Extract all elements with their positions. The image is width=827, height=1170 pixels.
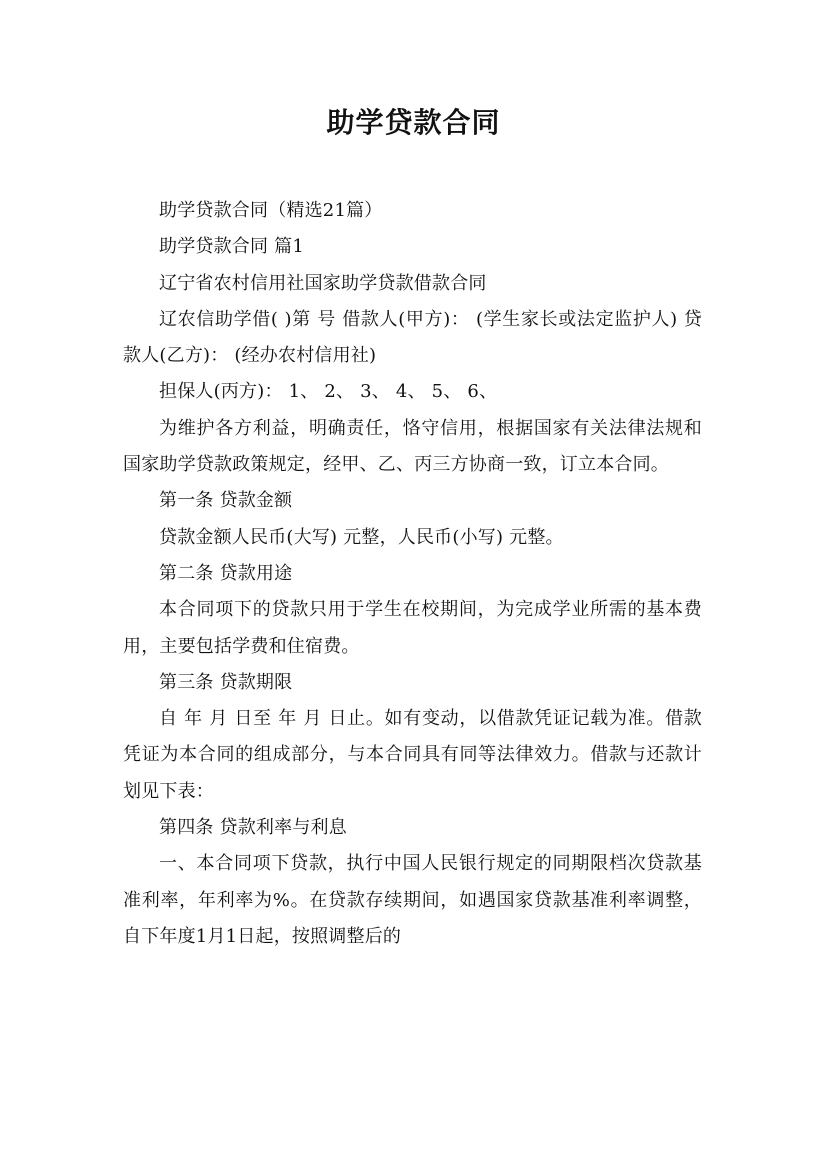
article-2-heading: 第二条 贷款用途 xyxy=(159,562,293,584)
article-4-heading: 第四条 贷款利率与利息 xyxy=(159,817,347,839)
article-1-body: 贷款金额人民币(大写) 元整，人民币(小写) 元整。 xyxy=(159,526,564,548)
article-1-heading: 第一条 贷款金额 xyxy=(159,490,293,512)
paragraph-section-heading: 助学贷款合同 篇1 xyxy=(159,236,304,258)
paragraph-parties: 辽农信助学借( )第 号 借款人(甲方)： (学生家长或法定监护人) 贷款人(乙方)： (经办农村信用社) xyxy=(123,308,702,367)
document-title: 助学贷款合同 xyxy=(326,106,501,139)
article-2-body: 本合同项下的贷款只用于学生在校期间，为完成学业所需的基本费用，主要包括学费和住宿费。 xyxy=(123,599,702,657)
paragraph-guarantors: 担保人(丙方)： 1、 2、 3、 4、 5、 6、 xyxy=(159,381,498,403)
paragraph-preamble: 为维护各方利益，明确责任，恪守信用，根据国家有关法律法规和国家助学贷款政策规定，经甲、乙、丙三方协商一致，订立本合同。 xyxy=(123,417,702,476)
document-body xyxy=(123,193,702,955)
article-3-heading: 第三条 贷款期限 xyxy=(159,671,293,693)
article-3-body: 自 年 月 日至 年 月 日止。如有变动，以借款凭证记载为准。借款凭证为本合同的组成部分，与本合同具有同等法律效力。借款与还款计划见下表： xyxy=(123,708,702,802)
article-4-body: 一、本合同项下贷款，执行中国人民银行规定的同期限档次贷款基准利率，年利率为%。在贷款存续期间，如遇国家贷款基准利率调整，自下年度1月1日起，按照调整后的 xyxy=(123,853,702,947)
paragraph-contract-name: 辽宁省农村信用社国家助学贷款借款合同 xyxy=(159,272,487,294)
paragraph-subtitle: 助学贷款合同（精选21篇） xyxy=(159,200,383,221)
